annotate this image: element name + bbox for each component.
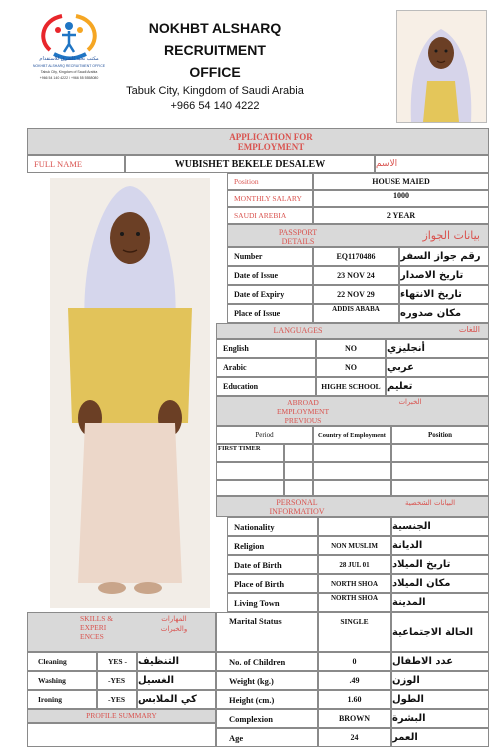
passport-expiry-label-ar: تاريخ الانتهاء: [399, 285, 489, 304]
office-phone: +966 54 140 4222: [170, 100, 260, 112]
headshot-photo-icon: [397, 11, 486, 122]
skill-ironing-label-ar: كي الملابس: [137, 690, 216, 709]
passport-photo: [396, 10, 487, 123]
children-label: No. of Children: [216, 652, 318, 671]
passport-issue-label-ar: تاريخ الاصدار: [399, 266, 489, 285]
personal-title: PERSONAL INFORMATIOV: [269, 498, 325, 516]
job-contract-label: SAUDI AREBIA: [227, 207, 313, 224]
abroad-row2-position: [391, 462, 489, 480]
skill-ironing-label: Ironing: [27, 690, 97, 709]
religion-label-ar: الديانة: [391, 536, 489, 555]
job-position-label: Position: [227, 173, 313, 190]
full-name-value: WUBISHET BEKELE DESALEW: [125, 155, 375, 173]
personal-title-ar: البيانات الشخصية: [404, 499, 456, 507]
full-name-label-ar: الاسم: [375, 155, 489, 173]
height-value: 1.60: [318, 690, 391, 709]
skill-ironing-value: -YES: [97, 690, 137, 709]
office-address: Tabuk City, Kingdom of Saudi Arabia: [126, 85, 304, 97]
abroad-title: ABROAD EMPLOYMENT PREVIOUS: [276, 398, 330, 425]
logo-subtext: Tabuk City, Kingdom of Saudi Arabia: [40, 70, 98, 74]
abroad-band: [216, 396, 489, 426]
office-name-line2: RECRUITMENT: [164, 42, 266, 58]
office-name-line3: OFFICE: [189, 64, 241, 80]
form-title: APPLICATION FOR EMPLOYMENT: [229, 132, 313, 152]
living-town-label: Living Town: [227, 593, 318, 612]
lang-arabic-label-ar: عربي: [386, 358, 489, 377]
passport-expiry-value: 22 NOV 29: [313, 285, 399, 304]
abroad-row3-country: [313, 480, 391, 496]
languages-title: LANGUAGES: [273, 326, 323, 335]
marital-status-value: SINGLE: [318, 612, 391, 652]
full-body-photo-icon: [50, 178, 210, 608]
pob-value: NORTH SHOA: [318, 574, 391, 593]
weight-value: .49: [318, 671, 391, 690]
religion-label: Religion: [227, 536, 318, 555]
height-label-ar: الطول: [391, 690, 489, 709]
abroad-row3-position: [391, 480, 489, 496]
abroad-row3-period: [216, 480, 284, 496]
abroad-col-position: Position: [391, 426, 489, 444]
abroad-row1-period-b: [284, 444, 313, 462]
abroad-col-country: Country of Employment: [313, 426, 391, 444]
office-logo: [28, 10, 110, 90]
education-label: Education: [216, 377, 316, 396]
education-label-ar: تعليم: [386, 377, 489, 396]
profile-summary-title: PROFILE SUMMARY: [86, 711, 157, 720]
job-position-value: HOUSE MAIED: [313, 173, 489, 190]
abroad-row1-period: FIRST TIMER: [216, 444, 284, 462]
skills-title: SKILLS & EXPERI ENCES: [80, 614, 114, 641]
abroad-col-period: Period: [216, 426, 313, 444]
weight-label-ar: الوزن: [391, 671, 489, 690]
skills-title-ar: المهارات والخبرات: [160, 615, 188, 633]
skill-washing-label: Washing: [27, 671, 97, 690]
abroad-title-ar: الخبرات: [398, 398, 422, 406]
passport-title-ar: بيانات الجواز: [422, 229, 480, 242]
job-contract-value: 2 YEAR: [313, 207, 489, 224]
logo-phone: +966 54 140 4222 / +966 55 5558080: [39, 76, 99, 80]
nationality-label: Nationality: [227, 517, 318, 536]
marital-status-label: Marital Status: [216, 612, 318, 652]
job-salary-label: MONTHLY SALARY: [227, 190, 313, 207]
abroad-row2-period: [216, 462, 284, 480]
passport-place-value: ADDIS ABABA: [313, 304, 399, 323]
nationality-label-ar: الجنسية: [391, 517, 489, 536]
abroad-row1-country: [313, 444, 391, 462]
passport-issue-label: Date of Issue: [227, 266, 313, 285]
office-name-line1: NOKHBT ALSHARQ: [148, 20, 282, 36]
age-value: 24: [318, 728, 391, 747]
passport-issue-value: 23 NOV 24: [313, 266, 399, 285]
skill-cleaning-label: Cleaning: [27, 652, 97, 671]
passport-number-value: EQ1170486: [313, 247, 399, 266]
complexion-label-ar: البشرة: [391, 709, 489, 728]
lang-english-label-ar: أنجليزي: [386, 339, 489, 358]
passport-title: PASSPORT DETAILS: [278, 228, 318, 246]
passport-place-label: Place of Issue: [227, 304, 313, 323]
age-label-ar: العمر: [391, 728, 489, 747]
skill-cleaning-value: YES -: [97, 652, 137, 671]
logo-text-en: NOKHBT ALSHARQ RECRUITMENT OFFICE: [32, 64, 106, 68]
languages-title-ar: اللغات: [458, 325, 480, 334]
height-label: Height (cm.): [216, 690, 318, 709]
abroad-row1-position: [391, 444, 489, 462]
complexion-label: Complexion: [216, 709, 318, 728]
living-town-value: NORTH SHOA: [318, 593, 391, 612]
education-value: HIGHE SCHOOL: [316, 377, 386, 396]
passport-number-label-ar: رقم جواز السفر: [399, 247, 489, 266]
complexion-value: BROWN: [318, 709, 391, 728]
logo-emblem-icon: [28, 10, 110, 60]
dob-label-ar: تاريخ الميلاد: [391, 555, 489, 574]
lang-arabic-value: NO: [316, 358, 386, 377]
religion-value: NON MUSLIM: [318, 536, 391, 555]
header: [0, 0, 497, 128]
logo-text-ar: مكتب نخبة الشرق للاستقدام: [39, 56, 99, 62]
passport-number-label: Number: [227, 247, 313, 266]
skill-washing-value: -YES: [97, 671, 137, 690]
abroad-row2-period-b: [284, 462, 313, 480]
profile-summary-body: [27, 723, 216, 747]
abroad-row2-country: [313, 462, 391, 480]
pob-label-ar: مكان الميلاد: [391, 574, 489, 593]
children-label-ar: عدد الاطفال: [391, 652, 489, 671]
skill-washing-label-ar: الغسيل: [137, 671, 216, 690]
skill-cleaning-label-ar: التنظيف: [137, 652, 216, 671]
lang-english-value: NO: [316, 339, 386, 358]
age-label: Age: [216, 728, 318, 747]
passport-expiry-label: Date of Expiry: [227, 285, 313, 304]
children-value: 0: [318, 652, 391, 671]
dob-value: 28 JUL 01: [318, 555, 391, 574]
full-body-photo: [50, 178, 210, 608]
lang-arabic-label: Arabic: [216, 358, 316, 377]
marital-status-label-ar: الحالة الاجتماعية: [391, 612, 489, 652]
passport-place-label-ar: مكان صدوره: [399, 304, 489, 323]
full-name-label: FULL NAME: [27, 155, 125, 173]
nationality-value: [318, 517, 391, 536]
lang-english-label: English: [216, 339, 316, 358]
living-town-label-ar: المدينة: [391, 593, 489, 612]
job-salary-value: 1000: [313, 190, 489, 207]
pob-label: Place of Birth: [227, 574, 318, 593]
weight-label: Weight (kg.): [216, 671, 318, 690]
dob-label: Date of Birth: [227, 555, 318, 574]
abroad-row3-period-b: [284, 480, 313, 496]
